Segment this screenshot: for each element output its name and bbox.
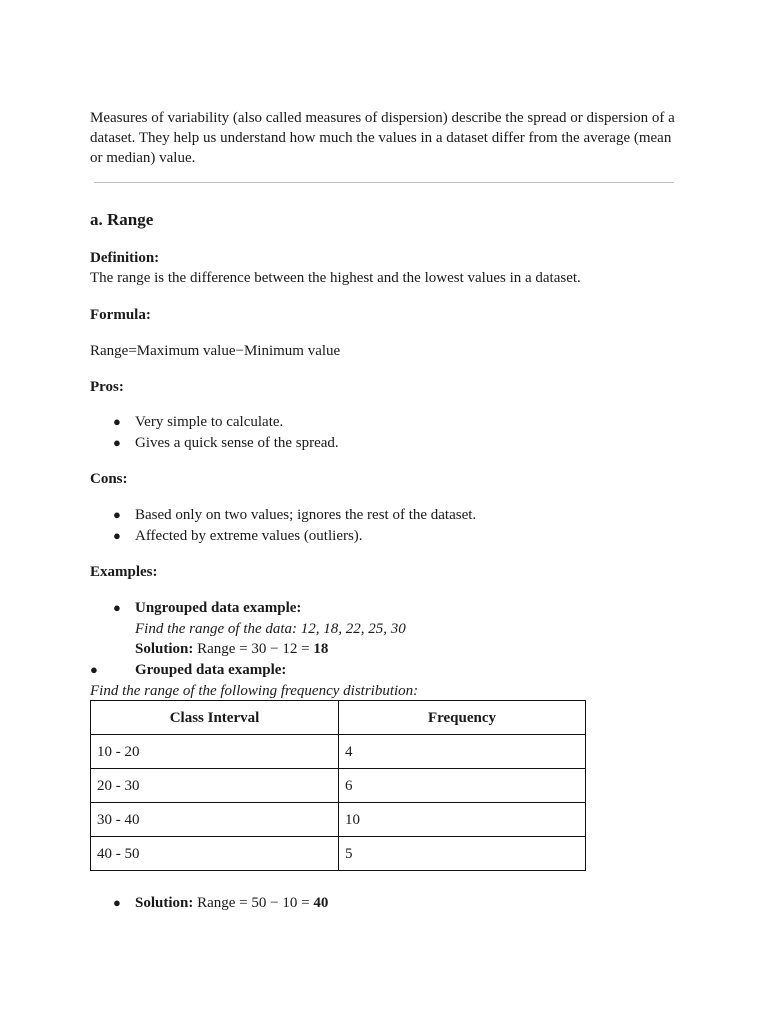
list-item-text: Very simple to calculate. xyxy=(135,414,284,430)
grouped-solution-result: 40 xyxy=(313,895,329,911)
pros-block xyxy=(90,377,124,397)
ungrouped-list xyxy=(90,598,682,660)
list-item xyxy=(90,893,682,914)
grouped-label: Grouped data example: xyxy=(135,662,287,678)
ungrouped-solution-text: Range = 30 − 12 = xyxy=(193,641,314,657)
list-item-text: Affected by extreme values (outliers). xyxy=(135,527,363,544)
table-cell: 10 - 20 xyxy=(91,735,339,769)
grouped-question: Find the range of the following frequency distribution: xyxy=(90,682,419,699)
grouped-solution-text: Range = 50 − 10 = xyxy=(193,895,314,911)
formula-text: Range=Maximum value−Minimum value xyxy=(90,343,341,359)
table-cell: 20 - 30 xyxy=(91,769,339,803)
formula-label: Formula: xyxy=(90,307,151,323)
table-cell: 5 xyxy=(339,837,586,871)
bullet-icon: ● xyxy=(90,662,98,677)
list-item-text: Based only on two values; ignores the rest of the dataset. xyxy=(135,507,477,523)
ungrouped-example xyxy=(90,598,682,660)
definition-block xyxy=(90,248,581,288)
frequency-table xyxy=(90,700,586,871)
cons-list xyxy=(90,505,682,546)
cons-list-block xyxy=(90,505,682,546)
table-row xyxy=(91,803,586,837)
grouped-solution-label: Solution: xyxy=(135,895,194,911)
cons-block xyxy=(90,469,128,489)
table-cell: 4 xyxy=(339,735,586,769)
section-title: a. Range xyxy=(90,210,154,229)
horizontal-rule xyxy=(94,182,674,183)
grouped-solution-list xyxy=(90,893,682,914)
list-item xyxy=(90,433,682,454)
bullet-icon: ● xyxy=(113,600,121,615)
definition-label: Definition: xyxy=(90,250,160,266)
definition-text: The range is the difference between the highest and the lowest values in a dataset. xyxy=(90,270,581,286)
grouped-heading xyxy=(90,660,682,681)
grouped-solution xyxy=(90,893,682,914)
list-item xyxy=(90,526,682,547)
formula-text-block xyxy=(90,341,340,361)
table-header-row xyxy=(91,701,586,735)
list-item-text: Gives a quick sense of the spread. xyxy=(135,434,339,451)
table-row xyxy=(91,837,586,871)
table-cell: 10 xyxy=(339,803,586,837)
list-item xyxy=(90,598,682,660)
table-cell: 6 xyxy=(339,769,586,803)
column-header: Frequency xyxy=(339,701,586,735)
bullet-icon: ● xyxy=(113,895,121,910)
pros-label: Pros: xyxy=(90,379,124,395)
ungrouped-solution-result: 18 xyxy=(313,641,329,657)
pros-list xyxy=(90,412,682,453)
table-cell: 40 - 50 xyxy=(91,837,339,871)
ungrouped-question: Find the range of the data: 12, 18, 22, 25, 30 xyxy=(135,620,406,637)
bullet-icon: ● xyxy=(113,507,121,522)
list-item xyxy=(90,412,682,433)
bullet-icon: ● xyxy=(113,434,121,450)
list-item xyxy=(90,505,682,526)
table-row xyxy=(91,769,586,803)
formula-block xyxy=(90,305,151,325)
intro-paragraph: Measures of variability (also called measures of dispersion) describe the spread or dispersion of a dataset. They help us understand how much the values in a dataset differ from the average (mean or median) value. xyxy=(90,110,675,166)
bullet-icon: ● xyxy=(113,414,121,429)
cons-label: Cons: xyxy=(90,471,128,487)
examples-label: Examples: xyxy=(90,564,158,580)
ungrouped-solution-label: Solution: xyxy=(135,641,194,657)
grouped-example xyxy=(90,660,682,701)
bullet-icon: ● xyxy=(113,527,121,543)
table-cell: 30 - 40 xyxy=(91,803,339,837)
examples-block xyxy=(90,562,158,582)
table-row xyxy=(91,735,586,769)
pros-list-block xyxy=(90,412,682,453)
column-header: Class Interval xyxy=(91,701,339,735)
ungrouped-label: Ungrouped data example: xyxy=(135,600,302,616)
document-body xyxy=(90,108,682,168)
